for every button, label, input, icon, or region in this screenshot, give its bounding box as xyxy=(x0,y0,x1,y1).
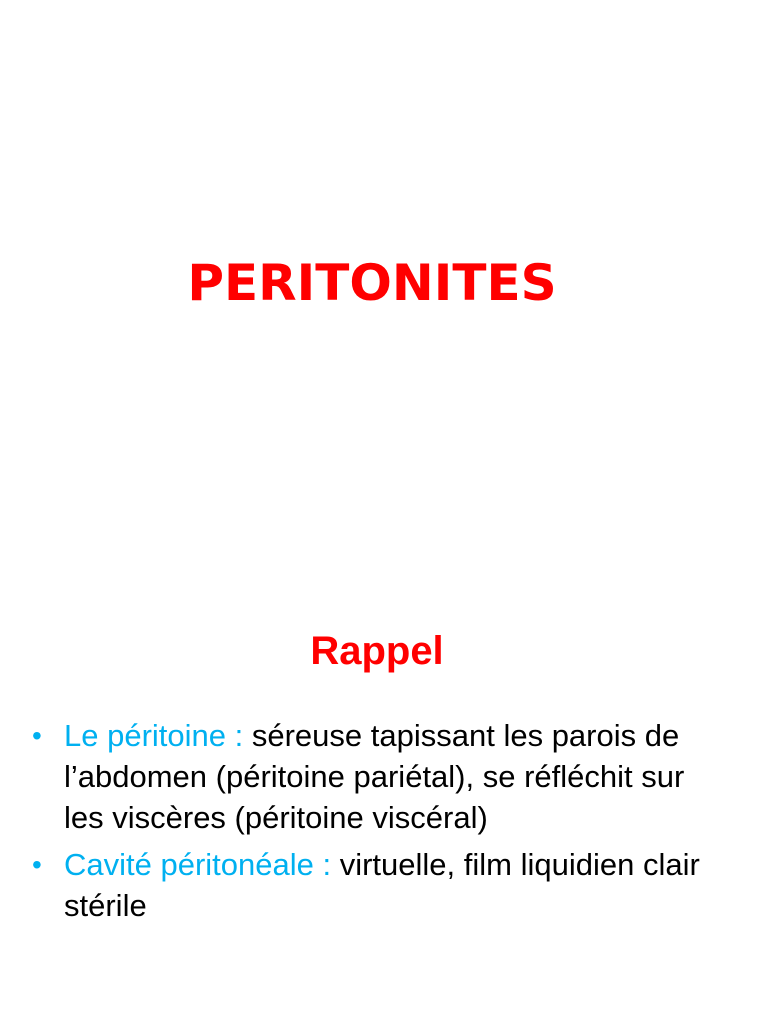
bullet-text: séreuse tapissant les parois de l’abdomen (péritoine pariétal), se réfléchit sur les viscères (péritoine viscéral) xyxy=(64,718,685,835)
bullet-list xyxy=(32,715,732,932)
bullet-term: Cavité péritonéale : xyxy=(64,847,340,882)
bullet-item-peritoine xyxy=(32,715,732,838)
bullet-icon: • xyxy=(32,720,42,751)
bullet-icon: • xyxy=(32,849,42,880)
bullet-item-cavite xyxy=(32,844,732,926)
bullet-term: Le péritoine : xyxy=(64,718,252,753)
bullet-text: virtuelle, film liquidien clair stérile xyxy=(64,847,700,923)
slide-title: PERITONITES xyxy=(187,254,557,312)
slide-subtitle: Rappel xyxy=(310,629,444,673)
